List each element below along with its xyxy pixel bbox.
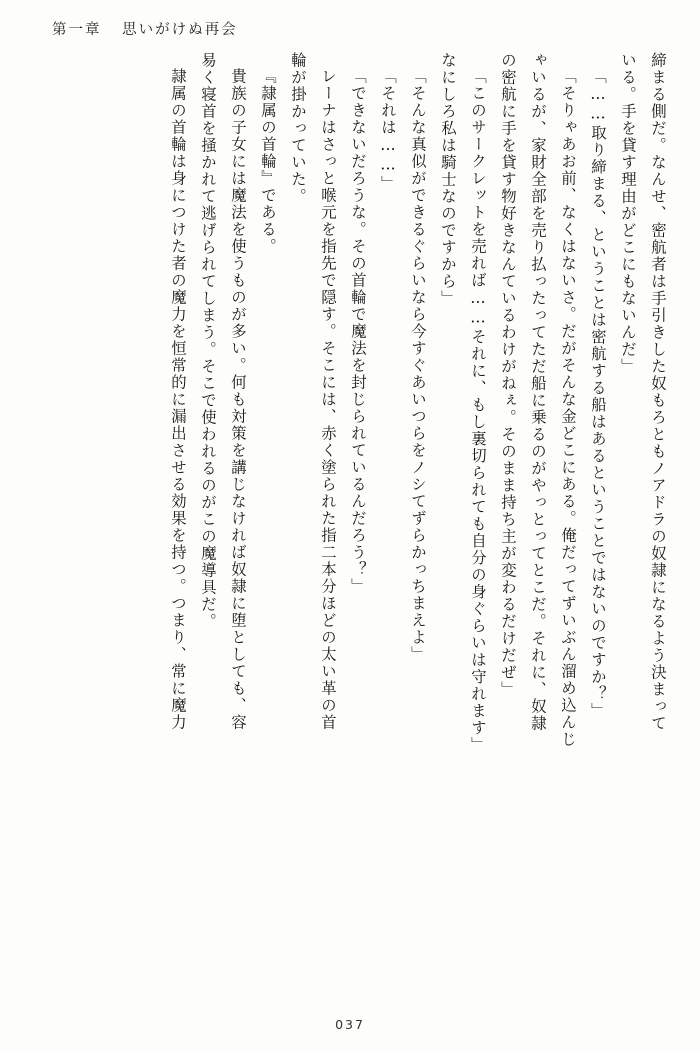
text-column: 「そりゃあお前、なくはないさ。だがそんな金どこにある。俺だってずいぶん溜め込んじ: [559, 68, 577, 748]
text-column: いる。手を貸す理由がどこにもないんだ」: [619, 52, 637, 375]
text-column: 隷属の首輪は身につけた者の魔力を恒常的に漏出させる効果を持つ。つまり、常に魔力: [169, 68, 187, 731]
text-column: 「……取り締まる、ということは密航する船はあるということではないのですか？」: [589, 68, 607, 720]
text-column: 『隷属の首輪』である。: [259, 68, 277, 255]
text-column: ゃいるが、家財全部を売り払ったってただ船に乗るのがやっとってとこだ。それに、奴隷: [529, 52, 547, 732]
text-column: 易く寝首を掻かれて逃げられてしまう。そこで使われるのがこの魔導具だ。: [199, 52, 217, 630]
chapter-number: 第一章: [52, 22, 102, 38]
running-head: [52, 18, 238, 39]
text-column: 「そんな真似ができるぐらいなら今すぐあいつらをノシてずらかっちまえよ」: [409, 68, 427, 663]
text-column: 「それは……」: [379, 68, 397, 193]
text-column: 貴族の子女には魔法を使うものが多い。何も対策を講じなければ奴隷に堕としても、容: [229, 68, 247, 731]
text-column: 「できないだろうな。その首輪で魔法を封じられているんだろう？」: [349, 68, 367, 595]
text-column: なにしろ私は騎士なのですから」: [439, 52, 457, 307]
text-column: レーナはさっと喉元を指先で隠す。そこには、赤く塗られた指二本分ほどの太い革の首: [319, 68, 337, 731]
chapter-title: 思いがけぬ再会: [122, 22, 238, 38]
text-column: 輪が掛かっていた。: [289, 52, 307, 205]
text-column: の密航に手を貸す物好きなんているわけがねぇ。そのまま持ち主が変わるだけだぜ」: [499, 52, 517, 698]
page-number: 037: [335, 1017, 365, 1032]
text-column: 「このサークレットを売れば……それに、もし裏切られても自分の身ぐらいは守れます」: [469, 68, 487, 754]
vertical-text-body: [40, 52, 665, 992]
text-column: 締まる側だ。なんせ、密航者は手引きした奴もろともノアドラの奴隷になるよう決まって: [649, 52, 667, 732]
